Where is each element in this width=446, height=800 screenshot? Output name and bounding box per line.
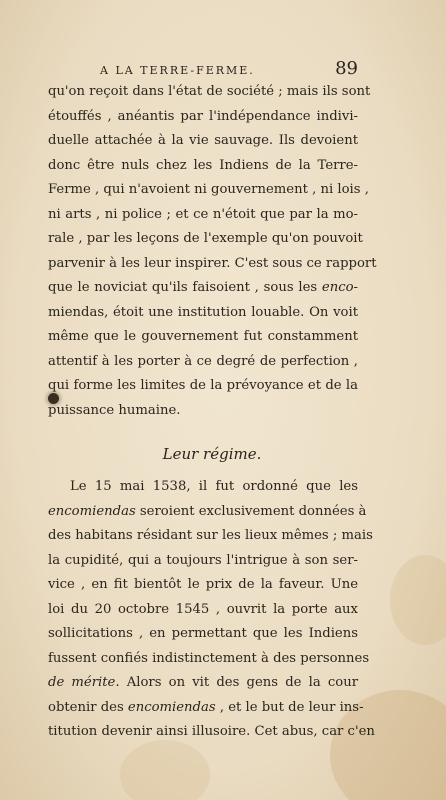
text-fragment: obtenir des xyxy=(48,699,128,715)
text-fragment: seroient exclusivement données à xyxy=(135,503,367,519)
text-line: ni arts , ni police ; et ce n'étoit que par la mo- xyxy=(48,206,358,222)
page-header xyxy=(48,58,358,82)
text-line: donc être nuls chez les Indiens de la Terre- xyxy=(48,157,358,173)
foxing-stain xyxy=(390,555,446,645)
text-fragment: que le noviciat qu'ils faisoient , sous les xyxy=(48,280,322,295)
text-line: la cupidité, qui a toujours l'intrigue à son ser- xyxy=(48,552,358,568)
text-line: loi du 20 octobre 1545 , ouvrit la porte aux xyxy=(48,601,358,617)
italic-term: encomiendas xyxy=(127,699,216,715)
running-head: A LA TERRE-FERME. xyxy=(100,64,255,77)
text-line: duelle attachée à la vie sauvage. Ils devoient xyxy=(48,133,358,148)
section-heading: Leur régime. xyxy=(162,445,262,463)
text-line xyxy=(48,301,358,326)
text-line: vice , en fit bientôt le prix de la faveur. Une xyxy=(48,577,358,592)
text-line: Le 15 mai 1538, il fut ordonné que les xyxy=(70,479,358,494)
text-line: des habitans résidant sur les lieux mêmes ; mais xyxy=(48,528,373,543)
text-line: qui forme les limites de la prévoyance et de la xyxy=(48,378,358,393)
text-line: parvenir à les leur inspirer. C'est sous ce rapport xyxy=(48,255,377,271)
text-line xyxy=(48,276,358,301)
text-line: rale , par les leçons de l'exemple qu'on pouvoit xyxy=(48,231,363,246)
body-text xyxy=(48,80,377,745)
text-line: titution devenir ainsi illusoire. Cet abus, car c'en xyxy=(48,724,375,739)
text-line xyxy=(48,500,367,525)
text-fragment: . Alors on vit des gens de la cour xyxy=(115,675,359,690)
italic-term: encomiendas xyxy=(48,503,136,519)
italic-term: de mérite xyxy=(48,675,116,690)
text-fragment: , et le but de leur ins- xyxy=(215,699,364,715)
text-fragment: miendas, étoit une institution louable. On voit xyxy=(48,304,358,320)
italic-term: enco- xyxy=(321,280,358,295)
text-line: qu'on reçoit dans l'état de société ; mais ils sont xyxy=(48,84,371,99)
text-line: étouffés , anéantis par l'indépendance indivi- xyxy=(48,108,358,124)
text-line: puissance humaine. xyxy=(48,402,181,418)
text-line: attentif à les porter à ce degré de perfection , xyxy=(48,353,358,369)
text-line: Ferme , qui n'avoient ni gouvernement , ni lois , xyxy=(48,182,369,197)
text-line xyxy=(48,671,358,696)
page-number: 89 xyxy=(335,58,358,79)
text-line xyxy=(48,696,364,721)
text-line: sollicitations , en permettant que les Indiens xyxy=(48,626,358,641)
foxing-stain xyxy=(120,740,210,800)
text-line: fussent confiés indistinctement à des personnes xyxy=(48,650,370,666)
text-line: même que le gouvernement fut constamment xyxy=(48,329,358,344)
